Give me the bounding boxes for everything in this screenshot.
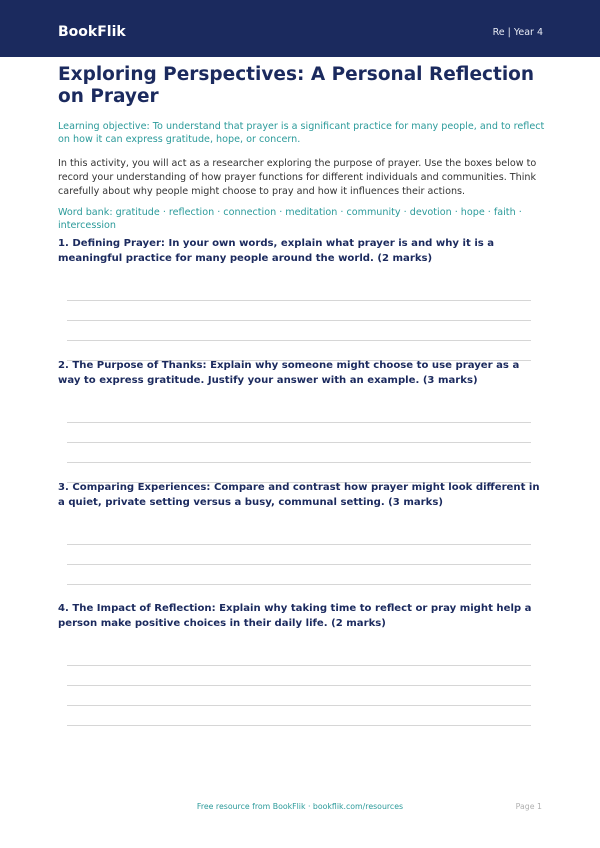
- answer-line[interactable]: [67, 685, 531, 686]
- answer-line[interactable]: [67, 462, 531, 463]
- answer-line[interactable]: [67, 442, 531, 443]
- answer-line[interactable]: [67, 705, 531, 706]
- answer-line[interactable]: [67, 584, 531, 585]
- intro-paragraph: In this activity, you will act as a researcher exploring the purpose of prayer. Use the boxes below to record your understanding of how prayer functions for different individuals and communities. Think carefully about why people might choose to pray and how it influences their actions.: [58, 158, 537, 197]
- answer-line[interactable]: [67, 665, 531, 666]
- learning-objective: Learning objective: To understand that prayer is a significant practice for many people, and to reflect on how it can express gratitude, hope, or concern.: [58, 121, 545, 145]
- subject-year-label: Re | Year 4: [492, 27, 543, 38]
- question-3: 3. Comparing Experiences: Compare and contrast how prayer might look different in a quiet, private setting versus a busy, communal setting. (3 marks): [58, 482, 540, 508]
- brand-logo: BookFlik: [58, 24, 126, 40]
- footer-credit: Free resource from BookFlik · bookflik.com/resources: [196, 802, 404, 811]
- question-1: 1. Defining Prayer: In your own words, explain what prayer is and why it is a meaningful practice for many people around the world. (2 marks): [58, 238, 495, 264]
- page-header: [0, 0, 600, 57]
- page-number: Page 1: [515, 802, 542, 811]
- word-bank: Word bank: gratitude · reflection · connection · meditation · community · devotion · hope · faith · intercession: [58, 207, 522, 231]
- page-title: Exploring Perspectives: A Personal Reflection on Prayer: [58, 64, 535, 107]
- answer-line[interactable]: [67, 544, 531, 545]
- answer-line[interactable]: [67, 725, 531, 726]
- answer-line[interactable]: [67, 320, 531, 321]
- answer-line[interactable]: [67, 422, 531, 423]
- question-2: 2. The Purpose of Thanks: Explain why someone might choose to use prayer as a way to express gratitude. Justify your answer with an example. (3 marks): [58, 360, 520, 386]
- answer-line[interactable]: [67, 300, 531, 301]
- answer-line[interactable]: [67, 340, 531, 341]
- answer-line[interactable]: [67, 564, 531, 565]
- question-4: 4. The Impact of Reflection: Explain why taking time to reflect or pray might help a person make positive choices in their daily life. (2 marks): [58, 603, 532, 629]
